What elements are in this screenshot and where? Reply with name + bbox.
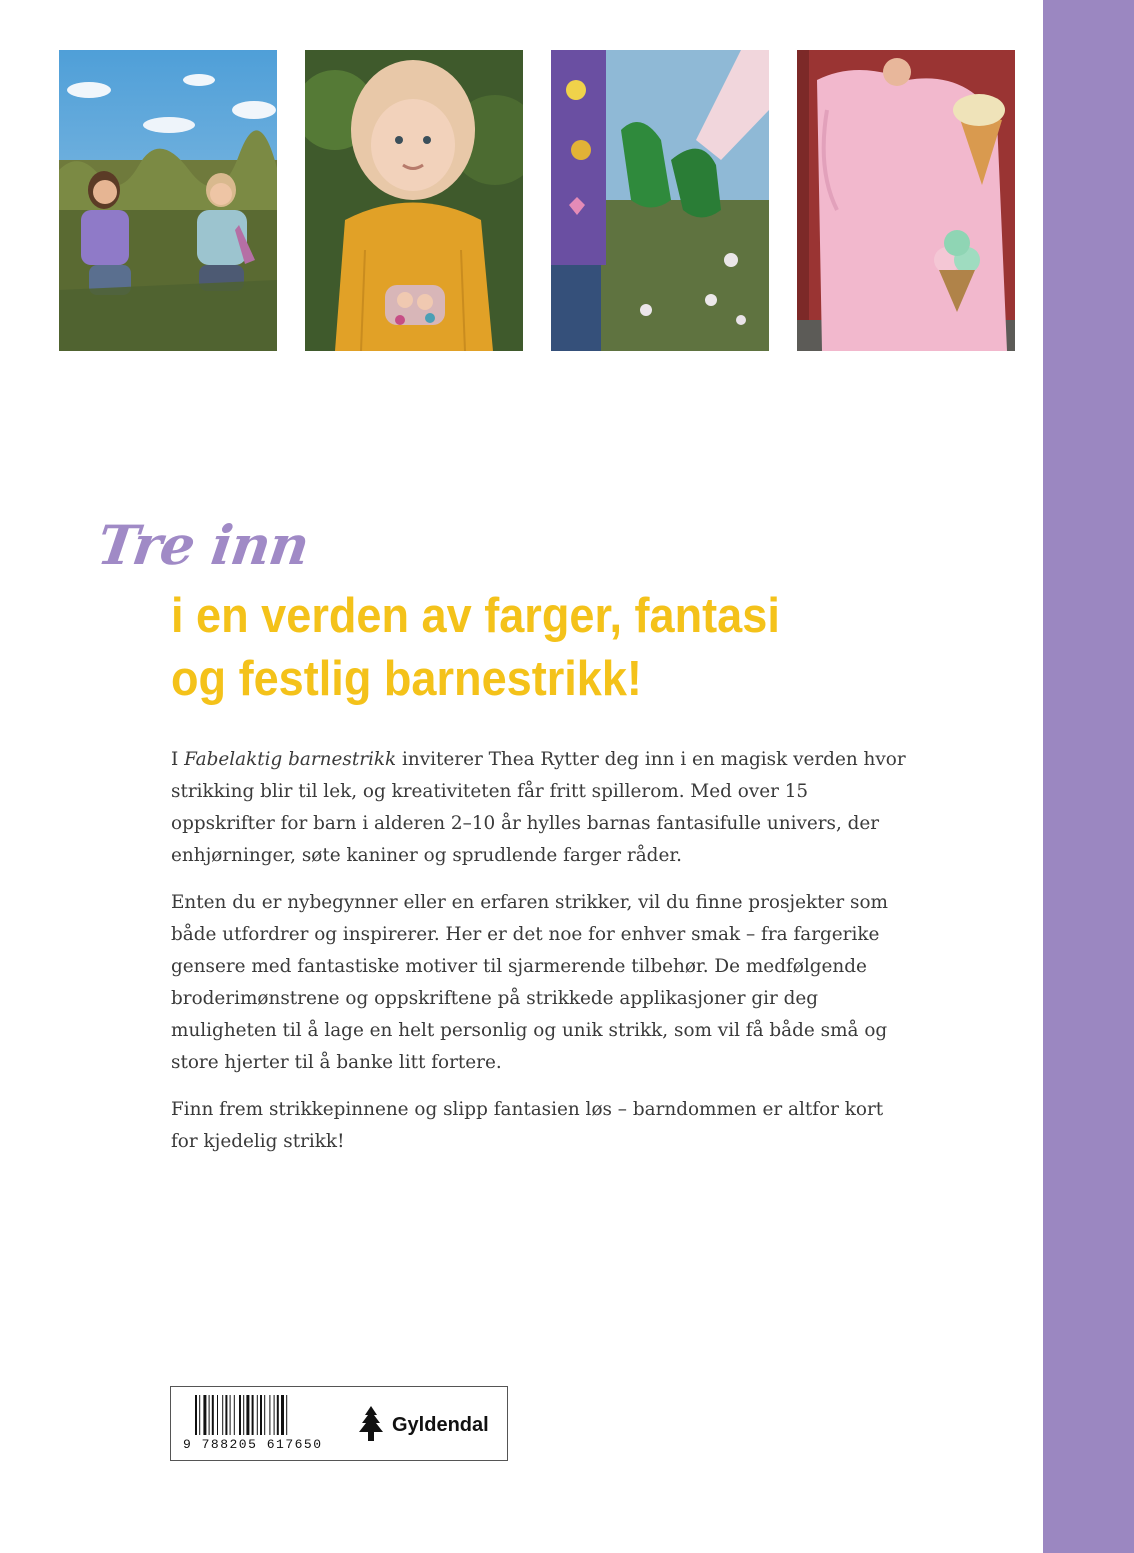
spine-band: [1043, 0, 1134, 1553]
blurb-prefix: I: [171, 749, 185, 770]
blurb-paragraph-1-text: inviterer Thea Rytter deg inn i en magisk verden hvor strikking blir til lek, og kreativiteten får fritt spillerom. Med over 15 oppskrifter for barn i alderen 2–10 år hylles barnas fantasifulle univers, der enhjørninger, søte kaniner og sprudlende farger råder.: [171, 749, 906, 866]
blurb-paragraph-1: [171, 744, 911, 872]
publisher-name: Gyldendal: [392, 1413, 489, 1436]
blurb-paragraph-2: Enten du er nybegynner eller en erfaren strikker, vil du finne prosjekter som både utfordrer og inspirerer. Her er det noe for enhver smak – fra fargerike gensere med fantastiske motiver til sjarmerende tilbehør. De medfølgende broderimønstrene og oppskriftene på strikkede applikasjoner gir deg muligheten til å lage en helt personlig og unik strikk, som vil få både små og store hjerter til å banke litt fortere.: [171, 892, 888, 1073]
photo-girl-orange-sweater: [305, 50, 523, 351]
script-heading: Tre inn: [93, 513, 313, 577]
book-title: Fabelaktig barnestrikk: [184, 749, 397, 770]
photo-two-girls-in-meadow: [59, 50, 277, 351]
photo-meadow-image: [59, 50, 277, 351]
publisher-logo: [356, 1405, 489, 1445]
blurb: [171, 744, 911, 1173]
isbn-number: 9 788205 617650: [183, 1437, 323, 1452]
photo-mittens-image: [551, 50, 769, 351]
barcode-icon: [181, 1395, 341, 1437]
headline-line-2: og festlig barnestrikk!: [171, 652, 642, 706]
tree-icon: [356, 1405, 386, 1445]
blurb-paragraph-3: Finn frem strikkepinnene og slipp fantasien løs – barndommen er altfor kort for kjedelig strikk!: [171, 1099, 884, 1152]
headline-line-1: i en verden av farger, fantasi: [171, 589, 780, 643]
headline: [171, 585, 907, 711]
photo-orange-sweater-image: [305, 50, 523, 351]
photo-pink-icecream-sweater: [797, 50, 1015, 351]
photo-green-mittens: [551, 50, 769, 351]
barcode-box: [170, 1386, 508, 1461]
photo-icecream-image: [797, 50, 1015, 351]
